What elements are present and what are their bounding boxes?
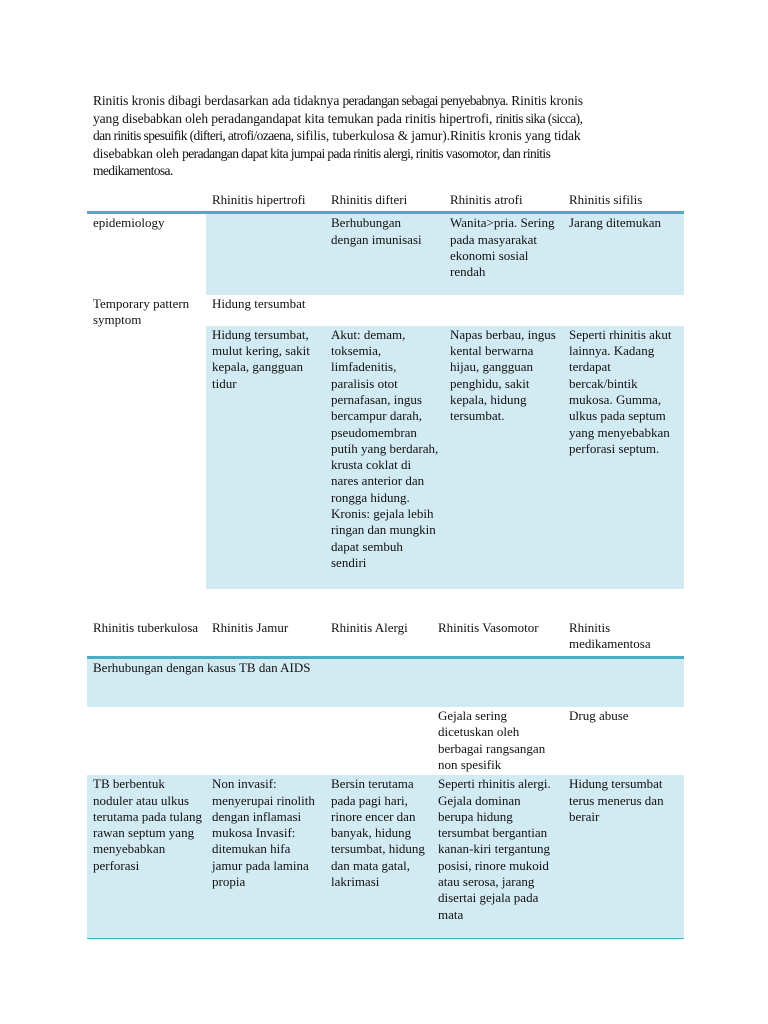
table-cell: Hidung tersumbat terus menerus dan berair [563,775,684,938]
table-cell: Akut: demam, toksemia, limfadenitis, paralisis otot pernafasan, ingus bercampur darah, pseudomembran putih yang berdarah, krusta coklat di nares anterior dan rongga hidung. Kronis: gejala lebih ringan dan mungkin dapat sembuh sendiri [325,326,444,589]
intro-text: medikamentosa. [93,163,173,178]
intro-text: peradangan dapat kita jumpai pada rinitis alergi, rinitis vasomotor, dan rinitis [182,145,551,161]
header-cell: Rhinitis atrofi [444,191,563,213]
intro-text: sifilis, tuberkulosa & jamur).Rinitis kronis yang tidak [293,128,581,143]
intro-text: rinitis sika (sicca), [495,110,583,126]
table-cell: Gejala sering dicetuskan oleh berbagai rangsangan non spesifik [432,707,563,775]
table-cell: Bersin terutama pada pagi hari, rinore encer dan banyak, hidung tersumbat, hidung dan mata gatal, lakrimasi [325,775,432,938]
header-cell: Rhinitis Vasomotor [432,619,563,657]
table-cell: Berhubungan dengan kasus TB dan AIDS [87,657,684,707]
intro-text: disebabkan oleh [93,145,183,161]
table-cell: Seperti rhinitis akut lainnya. Kadang terdapat bercak/bintik mukosa. Gumma, ulkus pada septum yang menyebabkan perforasi septum. [563,326,684,589]
table-header-row [87,191,684,213]
table-cell [206,213,325,295]
table-cell: Non invasif: menyerupai rinolith dengan inflamasi mukosa Invasif: ditemukan hifa jamur pada lamina propia [206,775,325,938]
table-row [87,775,684,938]
header-cell: Rhinitis sifilis [563,191,684,213]
table-row [87,657,684,707]
header-cell: Rhinitis tuberkulosa [87,619,206,657]
table-cell: Berhubungan dengan imunisasi [325,213,444,295]
table-cell [87,707,206,775]
table-row-temporary-pattern [87,295,684,326]
row-label: epidemiology [87,213,206,295]
intro-text: Rinitis kronis [507,93,583,108]
intro-text: dan rinitis spesuifik (difteri, atrofi/ozaena, [93,128,294,143]
header-cell: Rhinitis hipertrofi [206,191,325,213]
table-chronic-rhinitis-1 [87,191,684,589]
table-cell [325,707,432,775]
row-label-text: symptom [93,312,142,328]
intro-paragraph [93,92,683,180]
table-row [87,707,684,775]
row-label [87,295,206,589]
intro-text: yang disebabkan oleh peradangandapat kita temukan pada rinitis hipertrofi, [93,110,496,126]
table-cell: Drug abuse [563,707,684,775]
table-cell: Jarang ditemukan [563,213,684,295]
header-cell: Rhinitis difteri [325,191,444,213]
table-cell: Wanita>pria. Sering pada masyarakat ekonomi sosial rendah [444,213,563,295]
table-row-epidemiology [87,213,684,295]
table-cell: Hidung tersumbat, mulut kering, sakit kepala, gangguan tidur [206,326,325,589]
row-label-text: Temporary pattern [93,295,190,311]
header-cell [87,191,206,213]
header-cell: Rhinitis Jamur [206,619,325,657]
table-cell: Hidung tersumbat [206,295,684,326]
table-cell: TB berbentuk noduler atau ulkus terutama pada tulang rawan septum yang menyebabkan perforasi [87,775,206,938]
table-header-row [87,619,684,657]
table-chronic-rhinitis-2 [87,619,684,939]
header-cell: Rhinitis Alergi [325,619,432,657]
table-cell: Seperti rhinitis alergi. Gejala dominan berupa hidung tersumbat bergantian kanan-kiri tergantung posisi, rinore mukoid atau serosa, jarang disertai gejala pada mata [432,775,563,938]
header-cell: Rhinitis medikamentosa [563,619,684,657]
intro-text: peradangan sebagai penyebabnya. [342,93,508,108]
intro-text: Rinitis kronis dibagi berdasarkan ada tidaknya [93,93,343,108]
table-cell: Napas berbau, ingus kental berwarna hijau, gangguan penghidu, sakit kepala, hidung tersumbat. [444,326,563,589]
table-cell [206,707,325,775]
